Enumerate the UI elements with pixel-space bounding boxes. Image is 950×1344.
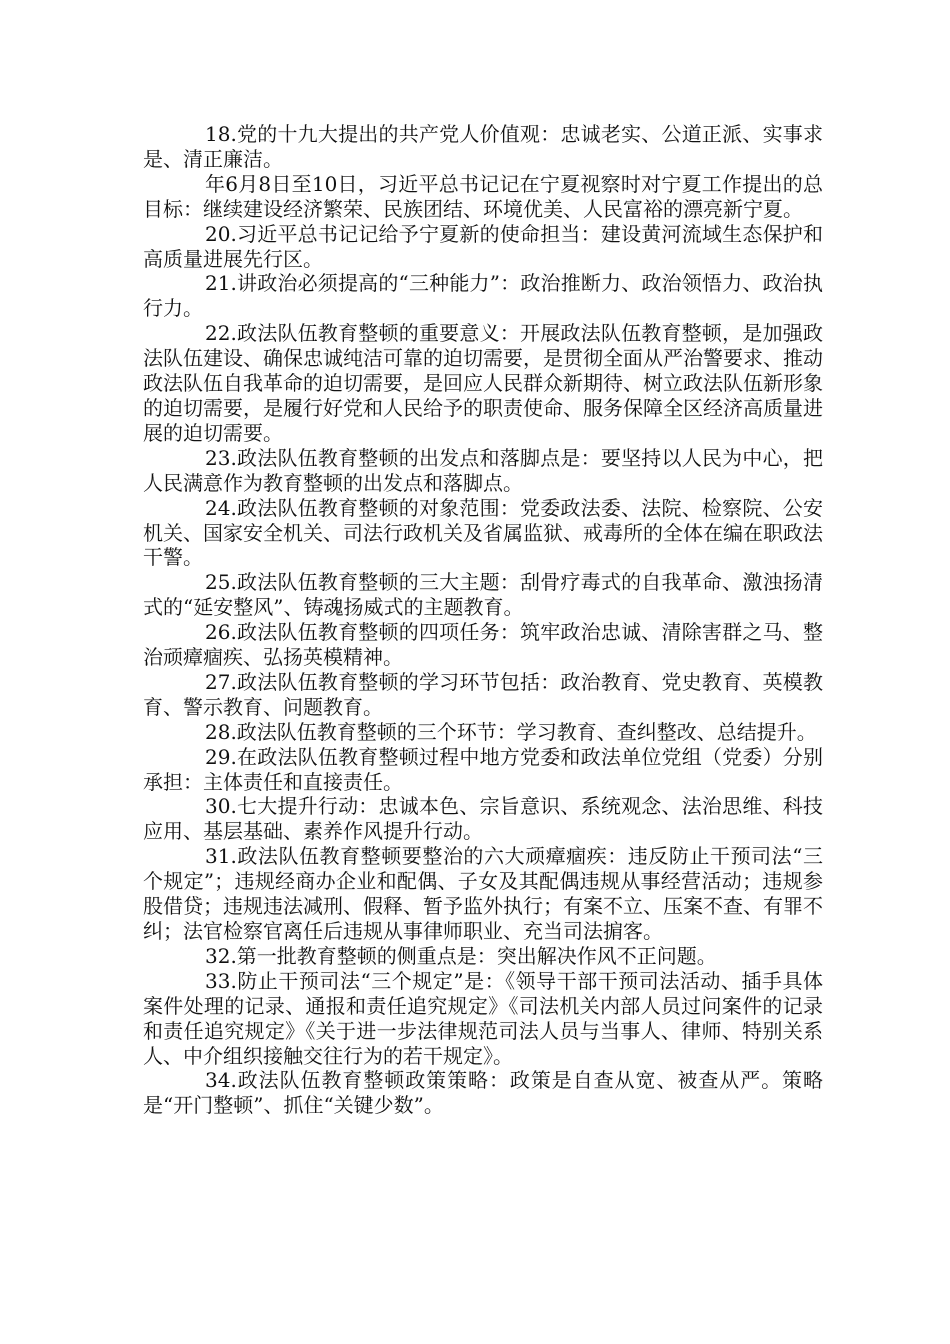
paragraph-18: 18.党的十九大提出的共产党人价值观：忠诚老实、公道正派、实事求是、清正廉洁。 xyxy=(143,122,823,171)
paragraph-19: 年6月8日至10日，习近平总书记记在宁夏视察时对宁夏工作提出的总目标：继续建设经济繁荣、民族团结、环境优美、人民富裕的漂亮新宁夏。 xyxy=(143,171,823,221)
paragraph-24: 24.政法队伍教育整顿的对象范围：党委政法委、法院、检察院、公安机关、国家安全机关、司法行政机关及省属监狱、戒毒所的全体在编在职政法干警。 xyxy=(143,495,823,570)
paragraph-23: 23.政法队伍教育整顿的出发点和落脚点是：要坚持以人民为中心，把人民满意作为教育整顿的出发点和落脚点。 xyxy=(143,445,823,495)
paragraph-30: 30.七大提升行动：忠诚本色、宗旨意识、系统观念、法治思维、科技应用、基层基础、素养作风提升行动。 xyxy=(143,794,823,844)
paragraph-28: 28.政法队伍教育整顿的三个环节：学习教育、查纠整改、总结提升。 xyxy=(205,719,817,744)
paragraph-31: 31.政法队伍教育整顿要整治的六大顽瘴痼疾：违反防止干预司法“三个规定”；违规经商办企业和配偶、子女及其配偶违规从事经营活动；违规参股借贷；违规违法减刑、假释、暂予监外执行；有案不立、压案不查、有罪不纠；法官检察官离任后违规从事律师职业、充当司法掮客。 xyxy=(143,844,823,943)
paragraph-21: 21.讲政治必须提高的“三种能力”：政治推断力、政治领悟力、政治执行力。 xyxy=(143,271,823,321)
paragraph-20: 20.习近平总书记记给予宁夏新的使命担当：建设黄河流域生态保护和高质量进展先行区。 xyxy=(143,221,823,271)
document-body xyxy=(143,122,823,1118)
paragraph-29: 29.在政法队伍教育整顿过程中地方党委和政法单位党组（党委）分别承担：主体责任和直接责任。 xyxy=(143,744,823,794)
paragraph-22: 22.政法队伍教育整顿的重要意义：开展政法队伍教育整顿，是加强政法队伍建设、确保忠诚纯洁可靠的迫切需要，是贯彻全面从严治警要求、推动政法队伍自我革命的迫切需要，是回应人民群众新期待、树立政法队伍新形象的迫切需要，是履行好党和人民给予的职责使命、服务保障全区经济高质量进展的迫切需要。 xyxy=(143,321,823,445)
paragraph-34: 34.政法队伍教育整顿政策策略：政策是自查从宽、被查从严。策略是“开门整顿”、抓住“关键少数”。 xyxy=(143,1068,823,1118)
paragraph-26: 26.政法队伍教育整顿的四项任务：筑牢政治忠诚、清除害群之马、整治顽瘴痼疾、弘扬英模精神。 xyxy=(143,620,823,670)
paragraph-32: 32.第一批教育整顿的侧重点是：突出解决作风不正问题。 xyxy=(205,943,717,968)
paragraph-25: 25.政法队伍教育整顿的三大主题：刮骨疗毒式的自我革命、激浊扬清式的“延安整风”、铸魂扬威式的主题教育。 xyxy=(143,570,823,620)
paragraph-33: 33.防止干预司法“三个规定”是：《领导干部干预司法活动、插手具体案件处理的记录、通报和责任追究规定》《司法机关内部人员过问案件的记录和责任追究规定》《关于进一步法律规范司法人员与当事人、律师、特别关系人、中介组织接触交往行为的若干规定》。 xyxy=(143,968,823,1068)
paragraph-27: 27.政法队伍教育整顿的学习环节包括：政治教育、党史教育、英模教育、警示教育、问题教育。 xyxy=(143,669,823,719)
